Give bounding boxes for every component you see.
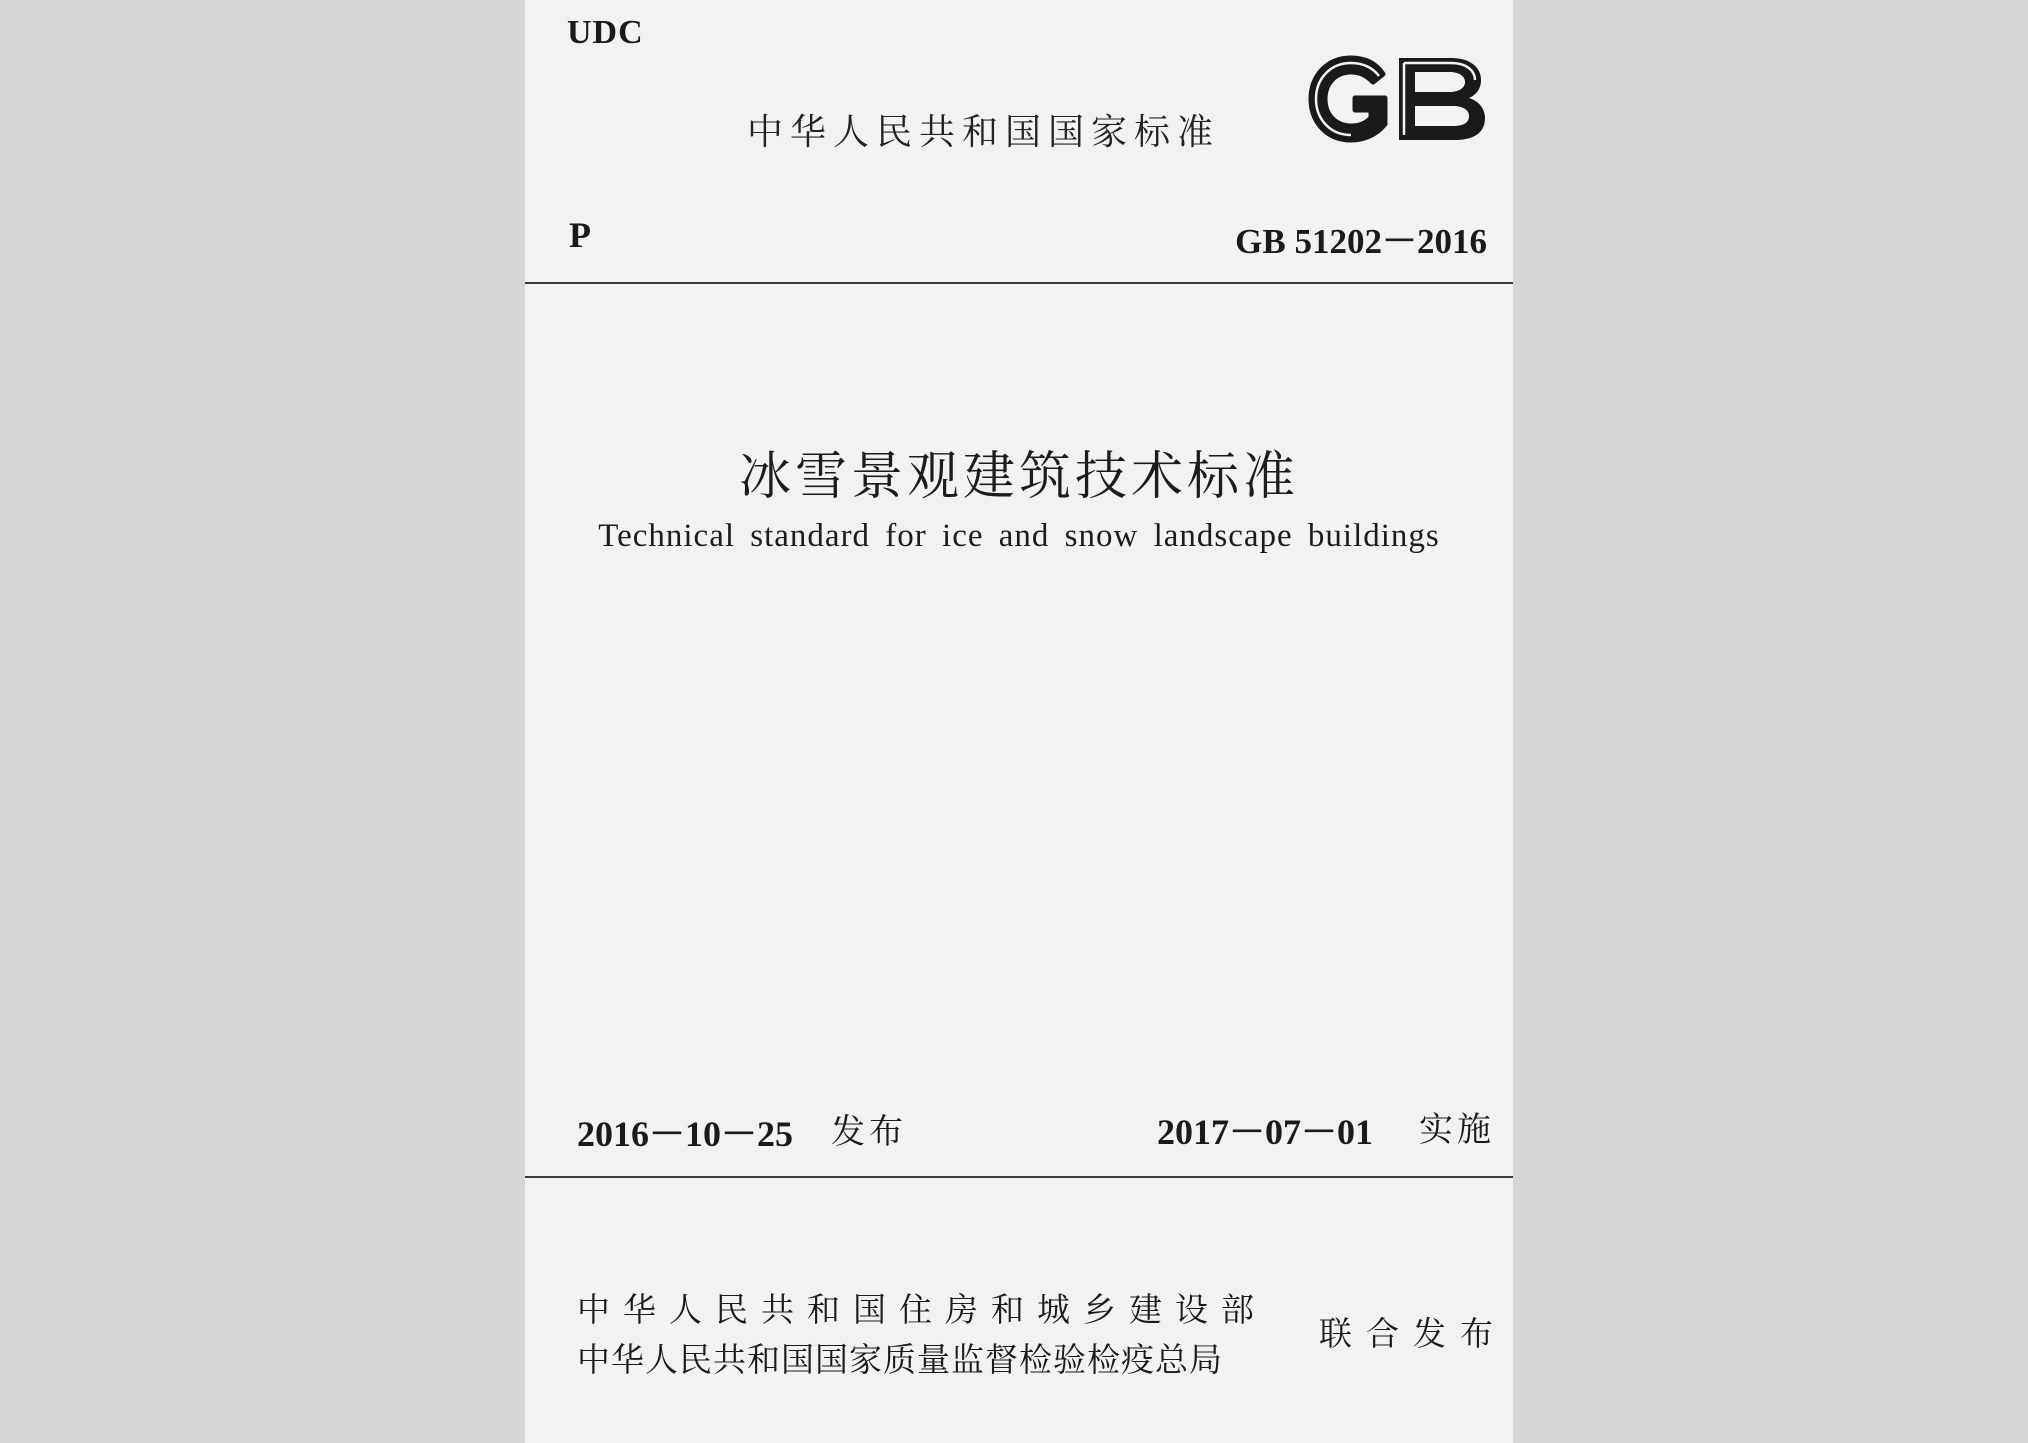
implementation-date: 2017－07－01 bbox=[1157, 1112, 1374, 1152]
issue-date: 2016－10－25 bbox=[577, 1114, 794, 1154]
national-standard-heading: 中华人民共和国国家标准 bbox=[747, 112, 1221, 153]
gb-logo-icon bbox=[1305, 52, 1491, 150]
issuer-aqsiq: 中华人民共和国国家质量监督检验检疫总局 bbox=[577, 1340, 1223, 1379]
implementation-label: 实施 bbox=[1419, 1110, 1495, 1150]
udc-label: UDC bbox=[567, 14, 644, 51]
issuer-ministry-housing: 中华人民共和国住房和城乡建设部 bbox=[577, 1290, 1267, 1329]
document-page bbox=[525, 0, 1513, 1443]
top-divider bbox=[525, 282, 1513, 284]
title-english: Technical standard for ice and snow landscape buildings bbox=[598, 518, 1440, 554]
bottom-divider bbox=[525, 1176, 1513, 1178]
standard-number: GB 51202－2016 bbox=[1235, 222, 1487, 261]
issue-label: 发布 bbox=[831, 1112, 907, 1152]
joint-issue-label: 联合发布 bbox=[1319, 1314, 1507, 1353]
category-code: P bbox=[569, 215, 591, 255]
title-chinese: 冰雪景观建筑技术标准 bbox=[738, 447, 1299, 507]
